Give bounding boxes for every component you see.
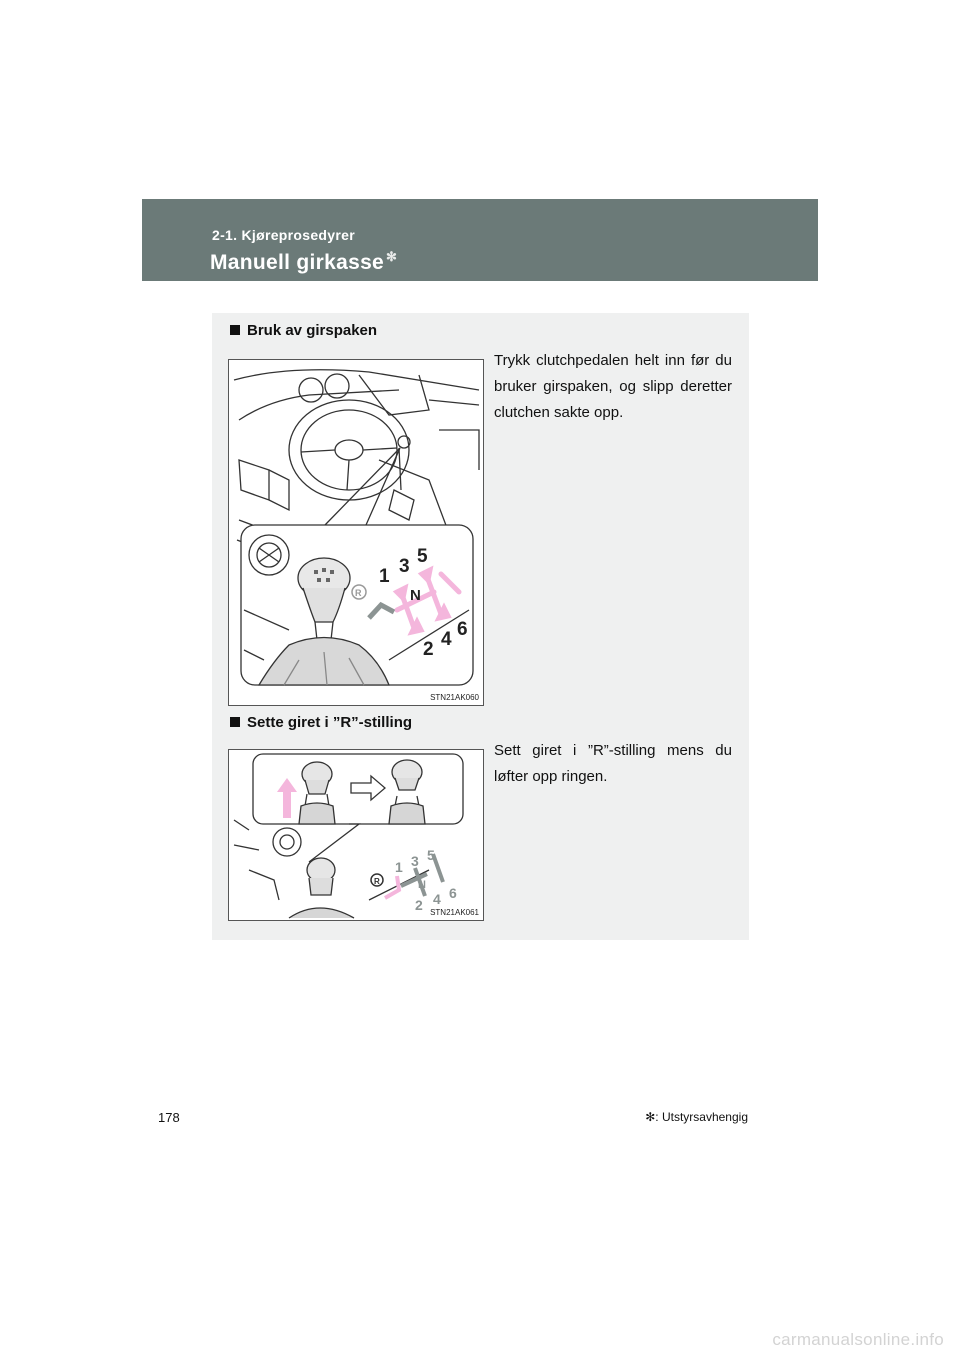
footnote-text: : Utstyrsavhengig bbox=[655, 1110, 748, 1124]
gear-label-4: 4 bbox=[441, 629, 452, 650]
gear-label-r: R bbox=[355, 588, 362, 598]
content-panel bbox=[212, 313, 749, 940]
gear-label-n: N bbox=[418, 879, 426, 891]
gear-label-2: 2 bbox=[423, 639, 434, 660]
sub-heading-text: Sette giret i ”R”-stilling bbox=[247, 714, 413, 731]
gear-label-5: 5 bbox=[417, 546, 428, 567]
square-bullet-icon bbox=[230, 717, 240, 727]
section-label: 2-1. Kjøreprosedyrer bbox=[212, 227, 355, 243]
watermark: carmanualsonline.info bbox=[772, 1330, 944, 1349]
gear-label-4: 4 bbox=[433, 891, 441, 907]
gear-label-5: 5 bbox=[427, 847, 435, 863]
figure-code: STN21AK060 bbox=[430, 693, 479, 702]
gear-label-6: 6 bbox=[449, 885, 457, 901]
body-text-gear-lever: Trykk clutchpedalen helt inn før du bruker girspaken, og slipp deretter clutchen sakte opp. bbox=[494, 352, 732, 421]
illustration-reverse bbox=[228, 749, 484, 921]
gear-label-1: 1 bbox=[379, 566, 390, 587]
footnote bbox=[645, 1110, 748, 1124]
gear-label-2: 2 bbox=[415, 897, 423, 913]
gear-label-1: 1 bbox=[395, 859, 403, 875]
footnote-mark: ✻ bbox=[645, 1110, 656, 1124]
gear-label-r: R bbox=[374, 877, 380, 886]
reverse-gear-drawing bbox=[229, 750, 483, 920]
gear-label-3: 3 bbox=[399, 556, 410, 577]
figure-code: STN21AK061 bbox=[430, 908, 479, 917]
title-footnote-mark: ✻ bbox=[386, 249, 398, 264]
page-title-text: Manuell girkasse bbox=[210, 251, 385, 274]
gear-label-3: 3 bbox=[411, 853, 419, 869]
page-title bbox=[210, 249, 397, 275]
sub-heading-text: Bruk av girspaken bbox=[247, 322, 378, 339]
sub-heading-gear-lever bbox=[230, 322, 377, 339]
gear-label-n: N bbox=[410, 587, 421, 604]
gear-lever-drawing bbox=[229, 360, 483, 705]
illustration-gear-lever bbox=[228, 359, 484, 706]
sub-heading-reverse bbox=[230, 714, 412, 731]
gear-label-6: 6 bbox=[457, 619, 468, 640]
page-number: 178 bbox=[158, 1110, 180, 1125]
square-bullet-icon bbox=[230, 325, 240, 335]
header-band bbox=[142, 199, 818, 281]
body-text-reverse: Sett giret i ”R”-stilling mens du løfter opp ringen. bbox=[494, 742, 732, 785]
